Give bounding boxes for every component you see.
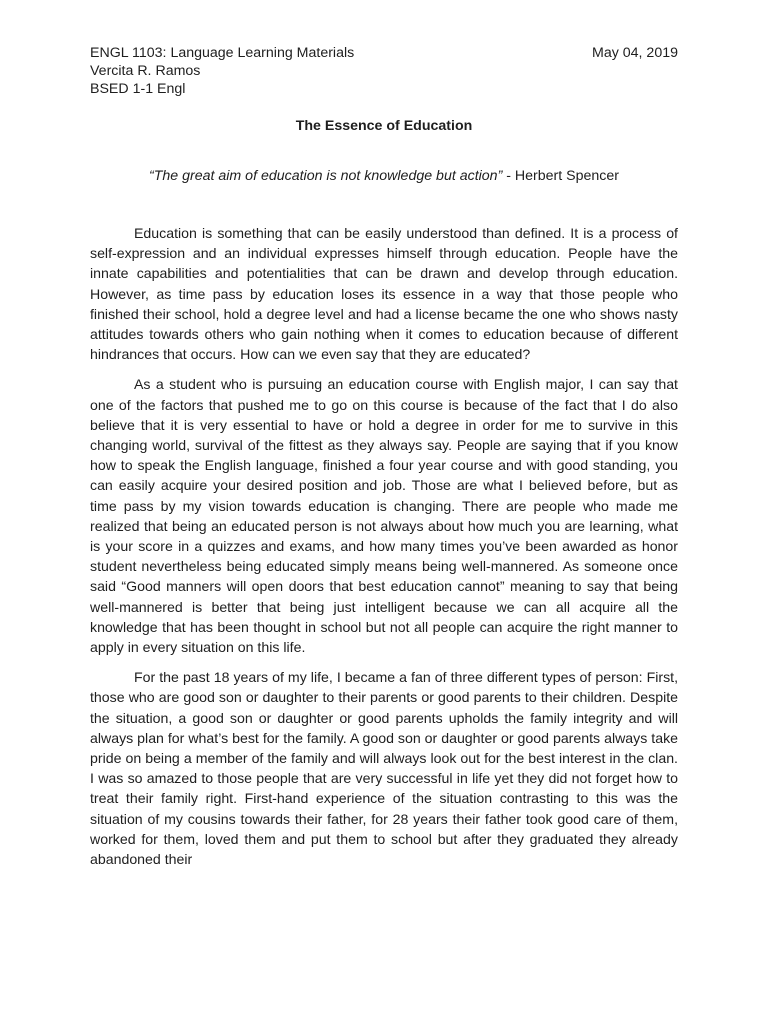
- body-paragraph-3: For the past 18 years of my life, I became a fan of three different types of person: First, those who are good son or daughter to their parents or good parents to their children. Despite the situation, a good son or daughter or good parents upholds the family integrity and will always plan for what’s best for the family. A good son or daughter or good parents always take pride on being a member of the family and will always look out for the best interest in the clan. I was so amazed to those people that are very successful in life yet they did not forget how to treat their family right. First-hand experience of the situation contrasting to this was the situation of my cousins towards their father, for 28 years their father took good care of them, worked for them, loved them and put them to school but after they graduated they already abandoned their: [90, 669, 678, 868]
- essay-body: [90, 223, 678, 879]
- course-name: ENGL 1103: Language Learning Materials: [90, 45, 355, 61]
- document-header: [90, 44, 678, 98]
- epigraph-quote: “The great aim of education is not knowledge but action”: [148, 168, 503, 184]
- epigraph: [90, 167, 678, 185]
- author-name: Vercita R. Ramos: [90, 63, 201, 79]
- body-paragraph-1: Education is something that can be easily understood than defined. It is a process of self-expression and an individual expresses himself through education. People have the innate capabilities and potentialities that can be drawn and develop through education. However, as time pass by education loses its essence in a way that those people who finished their school, hold a degree level and had a license became the one who shows nasty attitudes towards others who gain nothing when it comes to education because of different hindrances that occurs. How can we even say that they are educated?: [90, 225, 678, 363]
- essay-title: The Essence of Education: [295, 118, 473, 134]
- header-row-course: [90, 44, 678, 62]
- class-section: BSED 1-1 Engl: [90, 81, 186, 97]
- document-date: May 04, 2019: [592, 45, 678, 61]
- epigraph-attribution: - Herbert Spencer: [502, 168, 620, 184]
- body-paragraph-2: As a student who is pursuing an education course with English major, I can say that one of the factors that pushed me to go on this course is because of the fact that I do also believe that it is very essential to have or hold a degree in order for me to survive in this changing world, survival of the fittest as they always say. People are saying that if you know how to speak the English language, finished a four year course and with good standing, you can easily acquire your desired position and job. Those are what I believed before, but as time pass by my vision towards education is changing. There are people who made me realized that being an educated person is not always about how much you are learning, what is your score in a quizzes and exams, and how many times you’ve been awarded as honor student nevertheless being educated simply means being well-mannered. As someone once said “Good manners will open doors that best education cannot” meaning to say that being well-mannered is better that being just intelligent because we can all acquire all the knowledge that has been thought in school but not all people can acquire the right manner to apply in every situation on this life.: [90, 376, 678, 656]
